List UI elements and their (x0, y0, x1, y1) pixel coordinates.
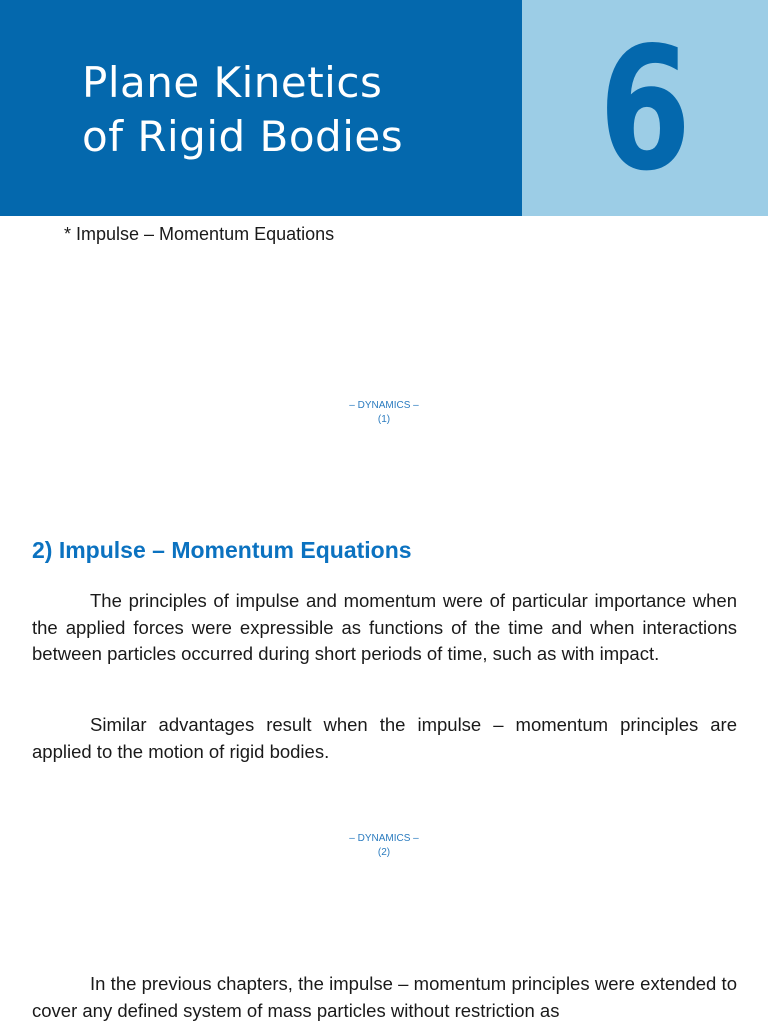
paragraph-1: The principles of impulse and momentum were of particular importance when the applied forces were expressible as functions of the time and when interactions between particles occurred during short periods of time, such as with impact. (32, 590, 737, 664)
chapter-title-line-2: of Rigid Bodies (82, 112, 404, 161)
chapter-title-line-1: Plane Kinetics (82, 58, 383, 107)
section-heading: 2) Impulse – Momentum Equations (32, 537, 412, 563)
banner-title-panel (0, 0, 522, 216)
contents-item: * Impulse – Momentum Equations (64, 224, 335, 244)
page-footer-1 (0, 399, 768, 427)
chapter-banner (0, 0, 768, 216)
chapter-number: 6 (598, 11, 692, 209)
footer-page-number: (2) (377, 847, 391, 858)
footer-label: – DYNAMICS – (349, 833, 419, 844)
footer-label: – DYNAMICS – (349, 400, 419, 411)
paragraph-3: In the previous chapters, the impulse – momentum principles were extended to cover any defined system of mass particles without restriction as (32, 973, 737, 1021)
paragraph-2: Similar advantages result when the impulse – momentum principles are applied to the motion of rigid bodies. (32, 714, 737, 762)
page-footer-2 (0, 832, 768, 860)
footer-page-number: (1) (377, 414, 391, 425)
chapter-title (82, 56, 403, 164)
